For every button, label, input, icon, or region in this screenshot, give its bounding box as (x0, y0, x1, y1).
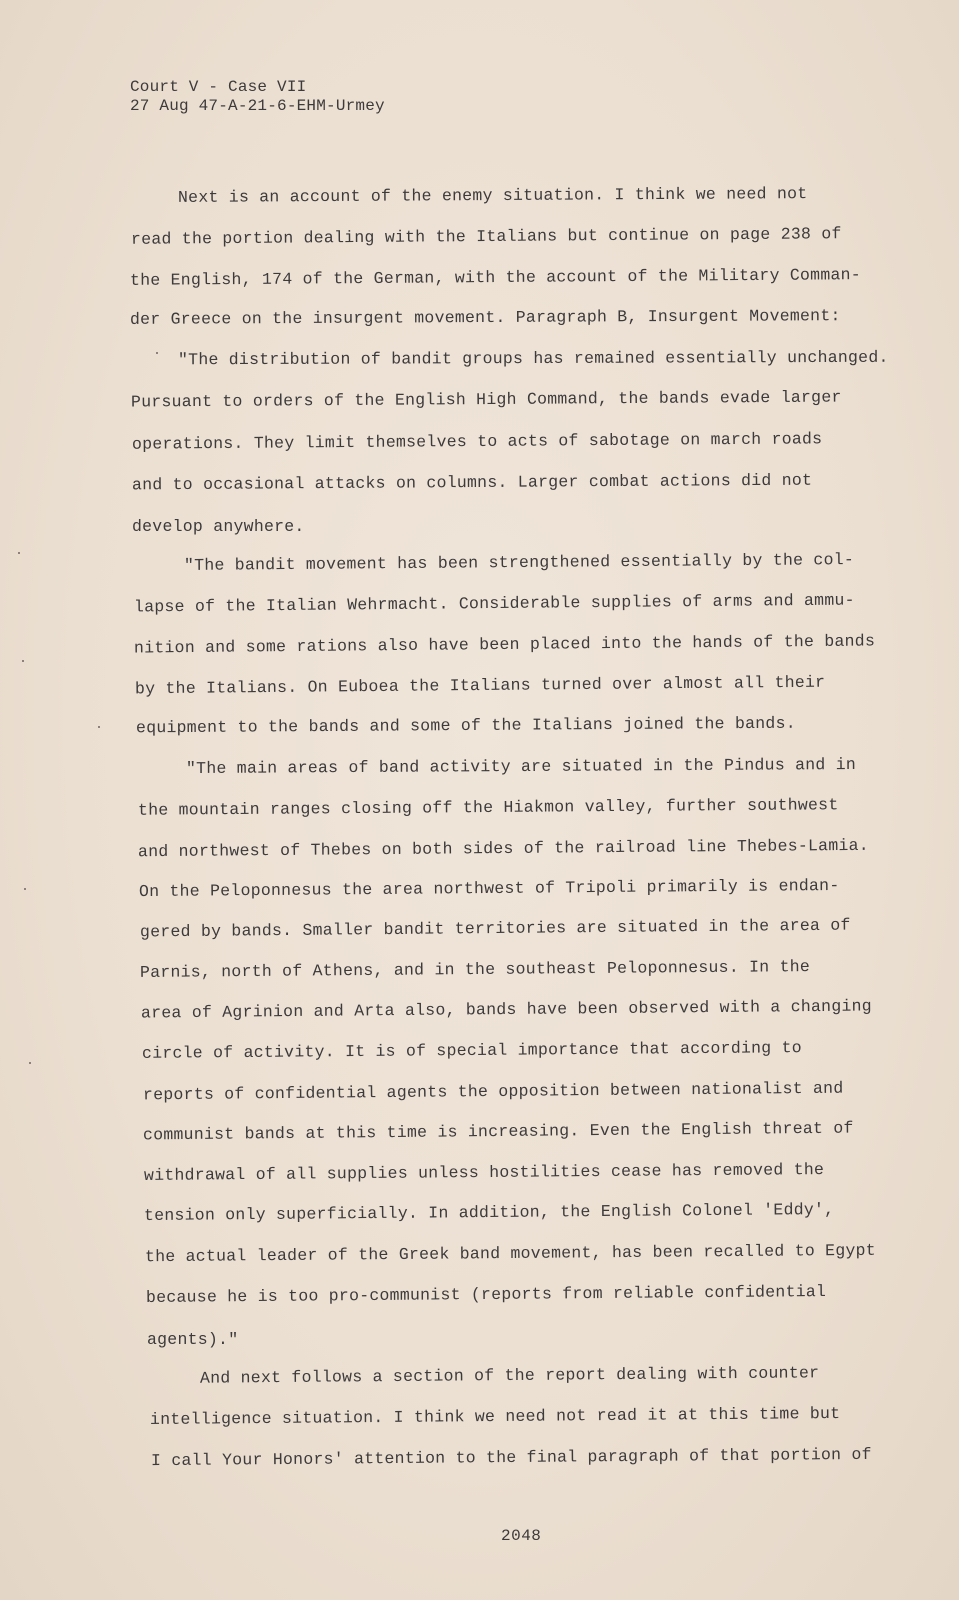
text-line: "The distribution of bandit groups has remained essentially unchanged. (177, 347, 889, 370)
text-line: lapse of the Italian Wehrmacht. Considerable supplies of arms and ammu- (133, 590, 855, 617)
text-line: "The main areas of band activity are situated in the Pindus and in (185, 754, 857, 779)
text-line: because he is too pro-communist (reports from reliable confidential (145, 1282, 827, 1307)
text-line: nition and some rations also have been placed into the hands of the bands (133, 631, 876, 658)
paper-speck (22, 660, 24, 662)
text-line: circle of activity. It is of special importance that according to (141, 1038, 802, 1063)
text-line: communist bands at this time is increasing. Even the English threat of (142, 1118, 854, 1145)
text-line: develop anywhere. (132, 517, 305, 536)
text-line: tension only superficially. In addition, the English Colonel 'Eddy', (143, 1199, 835, 1226)
text-line: and to occasional attacks on columns. Larger combat actions did not (131, 470, 813, 495)
text-line: intelligence situation. I think we need not read it at this time but (149, 1403, 841, 1430)
text-line: read the portion dealing with the Italians but continue on page 238 of (130, 224, 842, 249)
text-line: Next is an account of the enemy situation. I think we need not (177, 184, 808, 207)
text-line: and northwest of Thebes on both sides of the railroad line Thebes-Lamia. (137, 835, 869, 862)
text-line: Pursuant to orders of the English High Command, the bands evade larger (130, 387, 842, 412)
paper-speck (29, 1062, 31, 1064)
paper-speck (18, 552, 20, 554)
paper-speck (98, 726, 100, 728)
page-number: 2048 (501, 1527, 542, 1545)
transcript-reference: 27 Aug 47-A-21-6-EHM-Urmey (130, 97, 385, 115)
text-line: On the Peloponnesus the area northwest of Tripoli primarily is endan- (138, 875, 840, 902)
text-line: operations. They limit themselves to acts of sabotage on march roads (131, 429, 823, 454)
text-line: withdrawal of all supplies unless hostilities cease has removed the (143, 1160, 825, 1185)
text-line: equipment to the bands and some of the Italians joined the bands. (135, 713, 796, 738)
text-line: the actual leader of the Greek band movement, has been recalled to Egypt (144, 1240, 876, 1267)
text-line: the mountain ranges closing off the Hiakmon valley, further southwest (137, 795, 839, 820)
text-line: Parnis, north of Athens, and in the southeast Peloponnesus. In the (139, 957, 811, 982)
paper-speck (24, 888, 26, 890)
case-reference: Court V - Case VII (130, 78, 307, 96)
text-line: "The bandit movement has been strengthened essentially by the col- (183, 550, 855, 575)
text-line: by the Italians. On Euboea the Italians turned over almost all their (134, 672, 826, 699)
text-line: area of Agrinion and Arta also, bands have been observed with a changing (140, 996, 872, 1023)
text-line: reports of confidential agents the opposition between nationalist and (142, 1078, 844, 1105)
document-header (130, 78, 385, 116)
text-line: der Greece on the insurgent movement. Paragraph B, Insurgent Movement: (129, 306, 841, 329)
text-line: And next follows a section of the report dealing with counter (199, 1363, 820, 1388)
text-line: the English, 174 of the German, with the account of the Military Comman- (129, 265, 861, 290)
text-line: agents)." (147, 1330, 239, 1349)
paper-speck (156, 352, 158, 354)
text-line: gered by bands. Smaller bandit territories are situated in the area of (139, 915, 851, 942)
text-line: I call Your Honors' attention to the final paragraph of that portion of (150, 1444, 872, 1471)
